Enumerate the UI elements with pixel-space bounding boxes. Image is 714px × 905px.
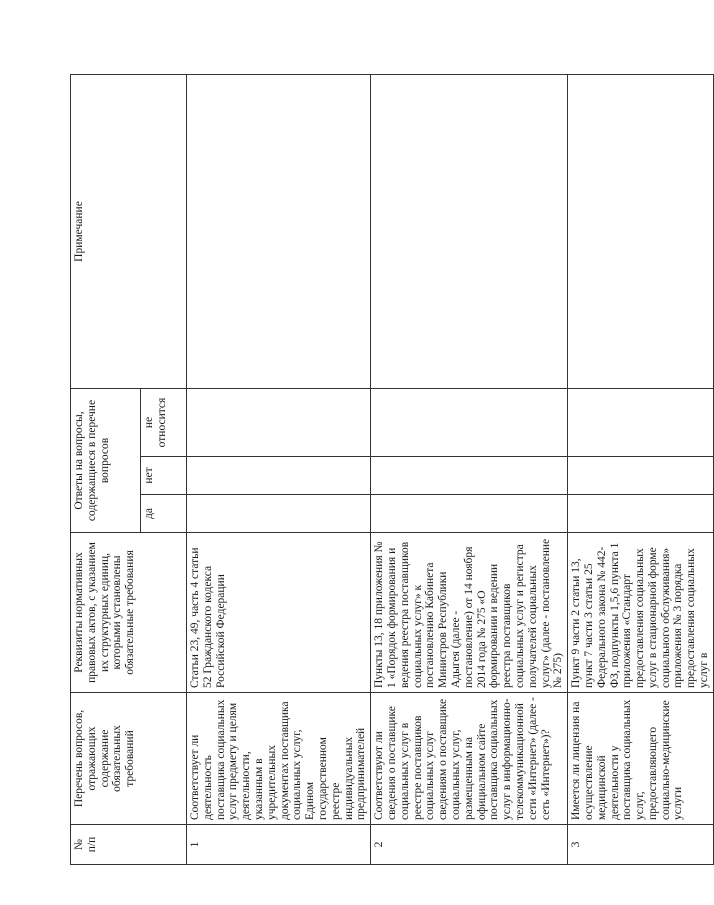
answer-yes-cell[interactable] — [371, 495, 568, 533]
answer-no-cell[interactable] — [568, 457, 714, 495]
row-question: Соответствуют ли сведения о поставщике социальных услуг в реестре поставщиков социальных услуг сведениям о поставщике социальных услуг, размещенным на официальном сайте поставщика социальных услуг в информационно-телекоммуникационной сети «Интернет» (далее - сеть «Интернет»)? — [371, 693, 568, 825]
header-note: Примечание — [71, 75, 187, 389]
note-cell[interactable] — [371, 75, 568, 389]
header-questions: Перечень вопросов, отражающих содержание обязательных требований — [71, 693, 187, 825]
header-num-line2: п/п — [85, 836, 98, 853]
header-num — [71, 825, 187, 865]
row-question: Соответствует ли деятельность поставщика социальных услуг предмету и целям деятельности, указанным в учредительных документах поставщика социальных услуг, Едином государственном реестре индивидуальных предпринимателей — [187, 693, 371, 825]
note-cell[interactable] — [568, 75, 714, 389]
answer-yes-cell[interactable] — [568, 495, 714, 533]
table-row — [187, 75, 371, 865]
row-question: Имеется ли лицензия на осуществление медицинской деятельности у поставщика социальных услуг, предоставляющего социально-медицинские услуги — [568, 693, 714, 825]
row-requisites: Пункты 13, 18 приложения № 1 «Порядок формирования и ведения реестра поставщиков социальных услуг» к постановлению Кабинета Министров Республики Адыгея (далее - постановление) от 14 ноября 2014 года № 275 «О формировании и ведении реестра поставщиков социальных услуг и регистра получателей социальных услуг» (далее - постановление № 275) — [371, 533, 568, 693]
checklist-table — [70, 74, 714, 865]
header-row-1 — [71, 75, 141, 865]
header-num-line1: № — [73, 839, 85, 850]
table-row — [371, 75, 568, 865]
header-not-applicable: не относится — [141, 389, 187, 457]
answer-no-cell[interactable] — [187, 457, 371, 495]
answer-not-applicable-cell[interactable] — [187, 389, 371, 457]
row-number: 1 — [187, 825, 371, 865]
header-no: нет — [141, 457, 187, 495]
row-number: 2 — [371, 825, 568, 865]
row-requisites: Статьи 23, 49, часть 4 статьи 52 Гражданского кодекса Российской Федерации — [187, 533, 371, 693]
header-answers: Ответы на вопросы, содержащиеся в перечне вопросов — [71, 389, 141, 533]
header-requisites: Реквизиты нормативных правовых актов, с указанием их структурных единиц, которыми установлены обязательные требования — [71, 533, 187, 693]
table-row — [568, 75, 714, 865]
row-requisites: Пункт 9 части 2 статьи 13, пункт 7 части 3 статьи 25 Федерального закона № 442-ФЗ, подпункты 1,5,6 пункта 1 приложения «Стандарт предоставления социальных услуг в стационарной форме социального обслуживания» приложения № 3 порядка предоставления социальных услуг в — [568, 533, 714, 693]
answer-yes-cell[interactable] — [187, 495, 371, 533]
answer-no-cell[interactable] — [371, 457, 568, 495]
header-yes: да — [141, 495, 187, 533]
answer-not-applicable-cell[interactable] — [371, 389, 568, 457]
rotated-table-frame — [70, 75, 711, 865]
answer-not-applicable-cell[interactable] — [568, 389, 714, 457]
note-cell[interactable] — [187, 75, 371, 389]
row-number: 3 — [568, 825, 714, 865]
